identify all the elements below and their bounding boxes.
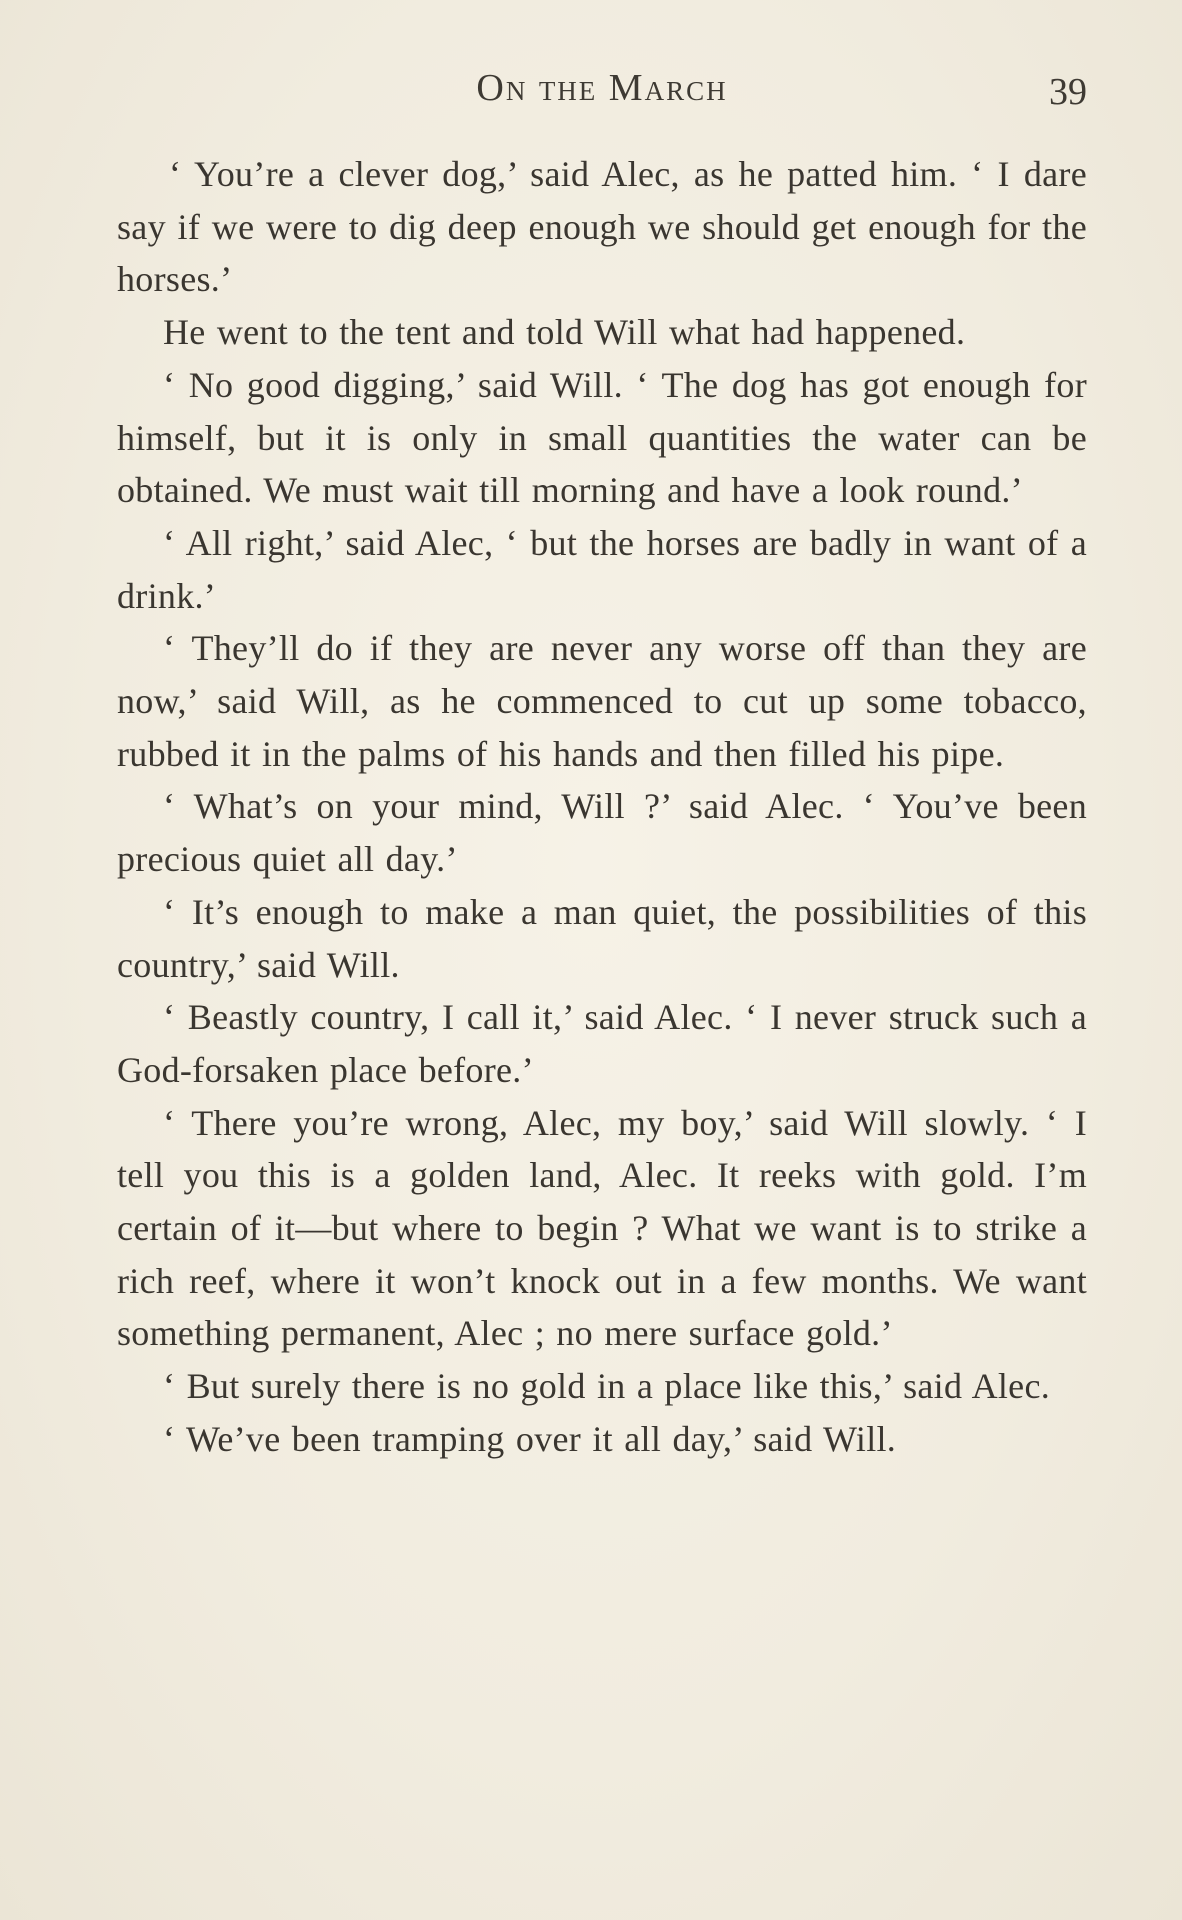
paragraph: He went to the tent and told Will what had happened.: [163, 312, 966, 353]
paragraph: ‘ Beastly country, I call it,’ said Alec. ‘ I never struck such a God-forsaken place before.’: [117, 997, 1087, 1090]
body-text: [117, 148, 1087, 1466]
paragraph: ‘ All right,’ said Alec, ‘ but the horses are badly in want of a drink.’: [117, 522, 1087, 616]
page-header: [117, 66, 1087, 118]
paragraph: ‘ It’s enough to make a man quiet, the possibilities of this country,’ said Will.: [117, 891, 1087, 985]
paragraph: ‘ What’s on your mind, Will ?’ said Alec. ‘ You’ve been precious quiet all day.’: [117, 786, 1087, 880]
paragraph: ‘ There you’re wrong, Alec, my boy,’ said Will slowly. ‘ I tell you this is a golden land, Alec. It reeks with gold. I’m certain of it—but where to begin ? What we want is to strike a rich reef, where it won’t knock out in a few months. We want something permanent, Alec ; no mere surface gold.’: [117, 1102, 1087, 1354]
running-head: On the March: [476, 67, 728, 109]
page-number: 39: [1049, 71, 1087, 113]
paragraph: ‘ They’ll do if they are never any worse off than they are now,’ said Will, as he commenced to cut up some tobacco, rubbed it in the palms of his hands and then filled his pipe.: [117, 628, 1087, 774]
paragraph: ‘ But surely there is no gold in a place like this,’ said Alec.: [163, 1366, 1051, 1407]
paragraph: ‘ You’re a clever dog,’ said Alec, as he patted him. ‘ I dare say if we were to dig deep enough we should get enough for the horses.’: [117, 154, 1087, 300]
paragraph: ‘ We’ve been tramping over it all day,’ said Will.: [163, 1418, 897, 1459]
paragraph: ‘ No good digging,’ said Will. ‘ The dog has got enough for himself, but it is only in small quantities the water can be obtained. We must wait till morning and have a look round.’: [117, 364, 1087, 511]
